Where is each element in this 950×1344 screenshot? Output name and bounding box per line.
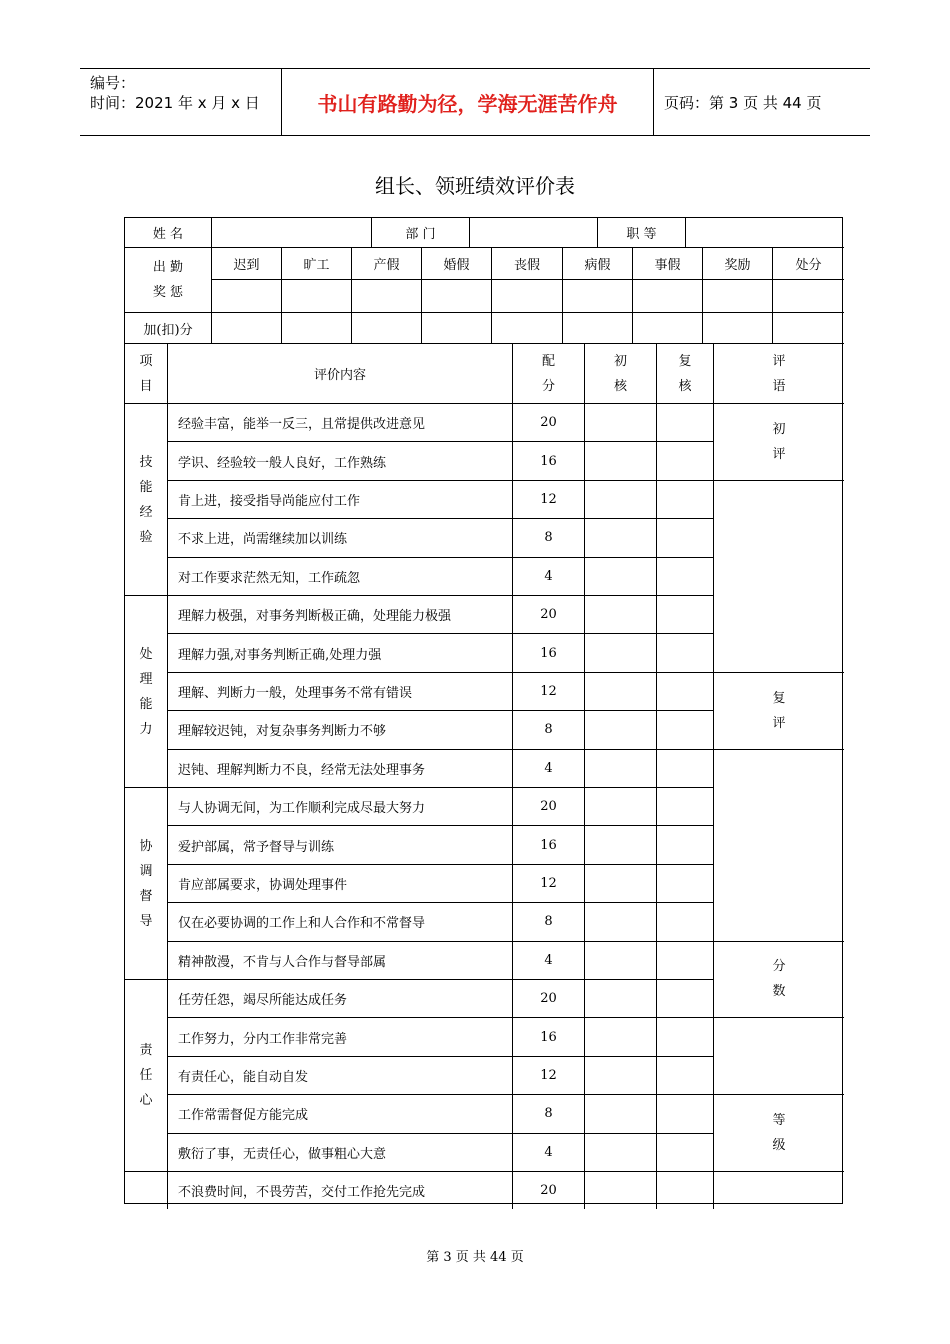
header-item — [125, 343, 167, 403]
first-check-input[interactable] — [584, 1094, 656, 1132]
criterion-score: 16 — [512, 1017, 584, 1055]
criterion-text: 精神散漫，不肯与人合作与督导部属 — [167, 941, 512, 979]
criterion-score: 4 — [512, 749, 584, 787]
comment-grade-field[interactable] — [713, 1171, 844, 1209]
criterion-text: 爱护部属，常予督导与训练 — [167, 825, 512, 863]
second-check-input[interactable] — [656, 864, 713, 902]
comment-grade — [713, 1094, 844, 1171]
page-footer: 第 3 页 共 44 页 — [426, 1250, 524, 1265]
attendance-col-header: 事假 — [632, 247, 702, 279]
header-item-char: 目 — [139, 378, 153, 394]
criterion-score: 8 — [512, 710, 584, 748]
criterion-score: 20 — [512, 1171, 584, 1209]
comment-score-char: 数 — [772, 984, 786, 1000]
section-name-char: 心 — [139, 1093, 153, 1108]
criterion-score: 20 — [512, 979, 584, 1017]
second-check-input[interactable] — [656, 403, 713, 441]
bonus-input[interactable] — [281, 312, 351, 343]
attendance-input[interactable] — [632, 279, 702, 312]
first-check-input[interactable] — [584, 787, 656, 825]
criterion-score: 20 — [512, 403, 584, 441]
section-name-char: 协 — [139, 838, 153, 854]
first-check-input[interactable] — [584, 979, 656, 1017]
rank-field[interactable] — [685, 218, 844, 247]
header-comment — [713, 343, 844, 403]
criterion-score: 12 — [512, 672, 584, 710]
header-score — [512, 343, 584, 403]
second-check-input[interactable] — [656, 441, 713, 479]
attendance-input[interactable] — [281, 279, 351, 312]
header-meta — [80, 69, 282, 135]
section-name-char: 督 — [139, 888, 153, 904]
section-name-char: 处 — [139, 646, 153, 662]
header-second-check — [656, 343, 713, 403]
second-check-input[interactable] — [656, 595, 713, 633]
section-name-char: 技 — [139, 454, 153, 470]
attendance-label-text: 奖 惩 — [152, 285, 184, 300]
first-check-input[interactable] — [584, 1056, 656, 1094]
criterion-score: 20 — [512, 595, 584, 633]
criterion-score: 4 — [512, 557, 584, 595]
name-field[interactable] — [211, 218, 371, 247]
bonus-input[interactable] — [491, 312, 562, 343]
criterion-text: 与人协调无间，为工作顺利完成尽最大努力 — [167, 787, 512, 825]
attendance-col-header: 婚假 — [421, 247, 491, 279]
attendance-input[interactable] — [491, 279, 562, 312]
attendance-input[interactable] — [211, 279, 281, 312]
criterion-score: 16 — [512, 441, 584, 479]
criterion-score: 8 — [512, 518, 584, 556]
second-check-input[interactable] — [656, 1017, 713, 1055]
header-score-char: 配 — [541, 353, 555, 369]
criterion-text: 理解、判断力一般，处理事务不常有错误 — [167, 672, 512, 710]
attendance-input[interactable] — [702, 279, 772, 312]
first-check-input[interactable] — [584, 633, 656, 671]
attendance-input[interactable] — [351, 279, 421, 312]
criterion-score: 16 — [512, 825, 584, 863]
second-check-input[interactable] — [656, 672, 713, 710]
form-title: 组长、领班绩效评价表 — [375, 174, 575, 198]
first-check-input[interactable] — [584, 749, 656, 787]
first-check-input[interactable] — [584, 941, 656, 979]
first-check-input[interactable] — [584, 710, 656, 748]
attendance-col-header: 丧假 — [491, 247, 562, 279]
section-name — [125, 403, 167, 595]
criterion-text: 工作努力，分内工作非常完善 — [167, 1017, 512, 1055]
header-item-char: 项 — [139, 353, 153, 369]
attendance-col-header: 产假 — [351, 247, 421, 279]
criterion-text: 不求上进，尚需继续加以训练 — [167, 518, 512, 556]
bonus-input[interactable] — [562, 312, 632, 343]
bonus-input[interactable] — [772, 312, 844, 343]
attendance-col-header: 处分 — [772, 247, 844, 279]
code-label: 编号： — [90, 74, 136, 92]
first-check-input[interactable] — [584, 595, 656, 633]
bonus-input[interactable] — [632, 312, 702, 343]
header-page-label: 页码：第 3 页 共 44 页 — [664, 93, 822, 112]
bonus-label: 加(扣)分 — [125, 312, 211, 343]
header-comment-char: 语 — [772, 378, 786, 394]
criterion-text: 迟钝、理解判断力不良，经常无法处理事务 — [167, 749, 512, 787]
comment-score — [713, 941, 844, 1018]
comment-second-review-field[interactable] — [713, 749, 844, 941]
criterion-text: 理解力极强，对事务判断极正确，处理能力极强 — [167, 595, 512, 633]
first-check-input[interactable] — [584, 1017, 656, 1055]
criterion-text: 有责任心，能自动自发 — [167, 1056, 512, 1094]
criterion-text: 不浪费时间，不畏劳苦，交付工作抢先完成 — [167, 1171, 512, 1209]
second-check-input[interactable] — [656, 1171, 713, 1209]
first-check-input[interactable] — [584, 480, 656, 518]
first-check-input[interactable] — [584, 902, 656, 940]
second-check-input[interactable] — [656, 941, 713, 979]
section-name-char: 调 — [139, 863, 153, 879]
second-check-input[interactable] — [656, 518, 713, 556]
comment-second-review-char: 复 — [772, 690, 786, 706]
comment-score-field[interactable] — [713, 1017, 844, 1094]
attendance-input[interactable] — [772, 279, 844, 312]
page-header — [80, 68, 870, 136]
section-name-char: 导 — [139, 913, 153, 929]
header-content: 评价内容 — [167, 343, 512, 403]
section-name-char: 任 — [139, 1068, 153, 1083]
attendance-label-text: 出 勤 — [152, 260, 184, 275]
header-motto: 书山有路勤为径，学海无涯苦作舟 — [282, 69, 654, 135]
criterion-score: 8 — [512, 902, 584, 940]
section-name-char: 验 — [139, 529, 153, 545]
criterion-score: 12 — [512, 864, 584, 902]
criterion-score: 12 — [512, 480, 584, 518]
section-name-char: 力 — [139, 721, 153, 737]
second-check-input[interactable] — [656, 633, 713, 671]
bonus-input[interactable] — [211, 312, 281, 343]
first-check-input[interactable] — [584, 1171, 656, 1209]
criterion-score: 4 — [512, 1133, 584, 1171]
attendance-col-header: 迟到 — [211, 247, 281, 279]
comment-grade-char: 等 — [772, 1113, 786, 1129]
criterion-score: 8 — [512, 1094, 584, 1132]
second-check-input[interactable] — [656, 1094, 713, 1132]
first-check-input[interactable] — [584, 672, 656, 710]
criterion-text: 仅在必要协调的工作上和人合作和不常督导 — [167, 902, 512, 940]
rank-label: 职 等 — [597, 218, 685, 247]
header-first-check — [584, 343, 656, 403]
criterion-text: 理解较迟钝，对复杂事务判断力不够 — [167, 710, 512, 748]
criterion-text: 任劳任怨，竭尽所能达成任务 — [167, 979, 512, 1017]
criterion-text: 经验丰富，能举一反三，且常提供改进意见 — [167, 403, 512, 441]
comment-first-review-char: 初 — [772, 421, 786, 437]
second-check-input[interactable] — [656, 1133, 713, 1171]
second-check-input[interactable] — [656, 710, 713, 748]
evaluation-table — [124, 217, 843, 1204]
bonus-input[interactable] — [702, 312, 772, 343]
attendance-col-header: 病假 — [562, 247, 632, 279]
criterion-score: 16 — [512, 633, 584, 671]
header-second-check-char: 复 — [678, 353, 692, 369]
comment-first-review-field[interactable] — [713, 480, 844, 672]
section-name — [125, 787, 167, 979]
bonus-input[interactable] — [351, 312, 421, 343]
criterion-text: 理解力强,对事务判断正确,处理力强 — [167, 633, 512, 671]
criterion-text: 学识、经验较一般人良好，工作熟练 — [167, 441, 512, 479]
header-comment-char: 评 — [772, 353, 786, 369]
comment-first-review-char: 评 — [772, 446, 786, 462]
name-label: 姓 名 — [152, 227, 184, 242]
criterion-text: 对工作要求茫然无知，工作疏忽 — [167, 557, 512, 595]
section-name-char: 能 — [139, 479, 153, 495]
second-check-input[interactable] — [656, 787, 713, 825]
second-check-input[interactable] — [656, 825, 713, 863]
criterion-score: 12 — [512, 1056, 584, 1094]
header-first-check-char: 核 — [613, 378, 627, 394]
header-first-check-char: 初 — [613, 353, 627, 369]
section-name — [125, 1171, 167, 1209]
second-check-input[interactable] — [656, 557, 713, 595]
comment-grade-char: 级 — [772, 1138, 786, 1154]
attendance-input[interactable] — [562, 279, 632, 312]
section-name-char: 理 — [139, 671, 153, 687]
second-check-input[interactable] — [656, 979, 713, 1017]
first-check-input[interactable] — [584, 864, 656, 902]
bonus-input[interactable] — [421, 312, 491, 343]
criterion-text: 肯应部属要求，协调处理事件 — [167, 864, 512, 902]
section-name — [125, 979, 167, 1171]
header-second-check-char: 核 — [678, 378, 692, 394]
dept-label: 部 门 — [371, 218, 469, 247]
second-check-input[interactable] — [656, 480, 713, 518]
attendance-col-header: 奖励 — [702, 247, 772, 279]
attendance-col-header: 旷工 — [281, 247, 351, 279]
criterion-score: 4 — [512, 941, 584, 979]
second-check-input[interactable] — [656, 902, 713, 940]
criterion-text: 肯上进，接受指导尚能应付工作 — [167, 480, 512, 518]
comment-first-review — [713, 403, 844, 480]
dept-field[interactable] — [469, 218, 597, 247]
comment-score-char: 分 — [772, 959, 786, 975]
comment-second-review — [713, 672, 844, 749]
section-name — [125, 595, 167, 787]
comment-second-review-char: 评 — [772, 715, 786, 731]
criterion-text: 工作常需督促方能完成 — [167, 1094, 512, 1132]
section-name-char: 责 — [139, 1043, 153, 1058]
first-check-input[interactable] — [584, 825, 656, 863]
attendance-label — [125, 247, 211, 312]
time-label: 时间：2021 年 x 月 x 日 — [90, 94, 260, 112]
criterion-score: 20 — [512, 787, 584, 825]
second-check-input[interactable] — [656, 1056, 713, 1094]
section-name-char: 能 — [139, 696, 153, 712]
first-check-input[interactable] — [584, 557, 656, 595]
section-name-char: 经 — [139, 504, 153, 520]
first-check-input[interactable] — [584, 441, 656, 479]
header-score-char: 分 — [541, 378, 555, 394]
first-check-input[interactable] — [584, 518, 656, 556]
criterion-text: 敷衍了事，无责任心，做事粗心大意 — [167, 1133, 512, 1171]
attendance-input[interactable] — [421, 279, 491, 312]
first-check-input[interactable] — [584, 1133, 656, 1171]
first-check-input[interactable] — [584, 403, 656, 441]
second-check-input[interactable] — [656, 749, 713, 787]
